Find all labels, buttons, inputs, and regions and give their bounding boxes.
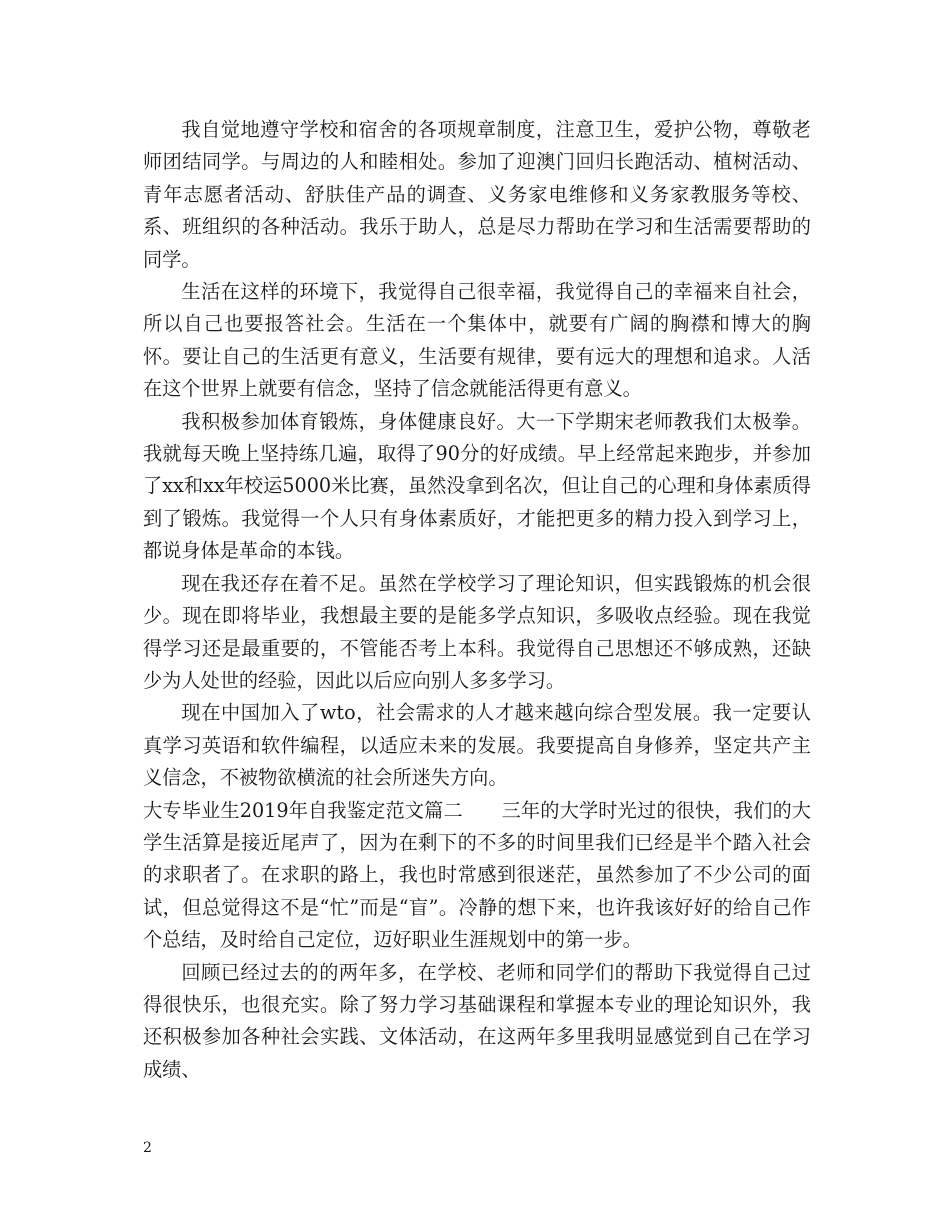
section-heading-paragraph: 大专毕业生2019年自我鉴定范文篇二 三年的大学时光过的很快，我们的大学生活算是接近尾声了，因为在剩下的不多的时间里我们已经是半个踏入社会的求职者了。在求职的路上，我也时常感到很迷茫，虽然参加了不少公司的面试，但总觉得这不是“忙”而是“盲”。冷静的想下来，也许我该好好的给自己作个总结，及时给自己定位，迈好职业生涯规划中的第一步。 bbox=[143, 798, 811, 952]
paragraph-7: 回顾已经过去的的两年多，在学校、老师和同学们的帮助下我觉得自己过得很快乐，也很充实。除了努力学习基础课程和掌握本专业的理论知识外，我还积极参加各种社会实践、文体活动，在这两年多里我明显感觉到自己在学习成绩、 bbox=[143, 960, 811, 1081]
paragraph-2: 生活在这样的环境下，我觉得自己很幸福，我觉得自己的幸福来自社会，所以自己也要报答社会。生活在一个集体中，就要有广阔的胸襟和博大的胸怀。要让自己的生活更有意义，生活要有规律，要有远大的理想和追求。人活在这个世界上就要有信念，坚持了信念就能活得更有意义。 bbox=[143, 280, 811, 401]
page-number: 2 bbox=[143, 1140, 152, 1156]
paragraph-5: 现在中国加入了wto，社会需求的人才越来越向综合型发展。我一定要认真学习英语和软件编程，以适应未来的发展。我要提高自身修养，坚定共产主义信念，不被物欲横流的社会所迷失方向。 bbox=[143, 701, 811, 790]
paragraph-3: 我积极参加体育锻炼，身体健康良好。大一下学期宋老师教我们太极拳。我就每天晚上坚持练几遍，取得了90分的好成绩。早上经常起来跑步，并参加了xx和xx年校运5000米比赛，虽然没拿到名次，但让自己的心理和身体素质得到了锻炼。我觉得一个人只有身体素质好，才能把更多的精力投入到学习上，都说身体是革命的本钱。 bbox=[143, 409, 811, 563]
paragraph-4: 现在我还存在着不足。虽然在学校学习了理论知识，但实践锻炼的机会很少。现在即将毕业，我想最主要的是能多学点知识，多吸收点经验。现在我觉得学习还是最重要的，不管能否考上本科。我觉得自己思想还不够成熟，还缺少为人处世的经验，因此以后应向别人多多学习。 bbox=[143, 571, 811, 692]
document-body bbox=[143, 114, 811, 1086]
paragraph-1: 我自觉地遵守学校和宿舍的各项规章制度，注意卫生，爱护公物，尊敬老师团结同学。与周边的人和睦相处。参加了迎澳门回归长跑活动、植树活动、青年志愿者活动、舒肤佳产品的调查、义务家电维修和义务家教服务等校、系、班组织的各种活动。我乐于助人，总是尽力帮助在学习和生活需要帮助的同学。 bbox=[143, 118, 811, 271]
